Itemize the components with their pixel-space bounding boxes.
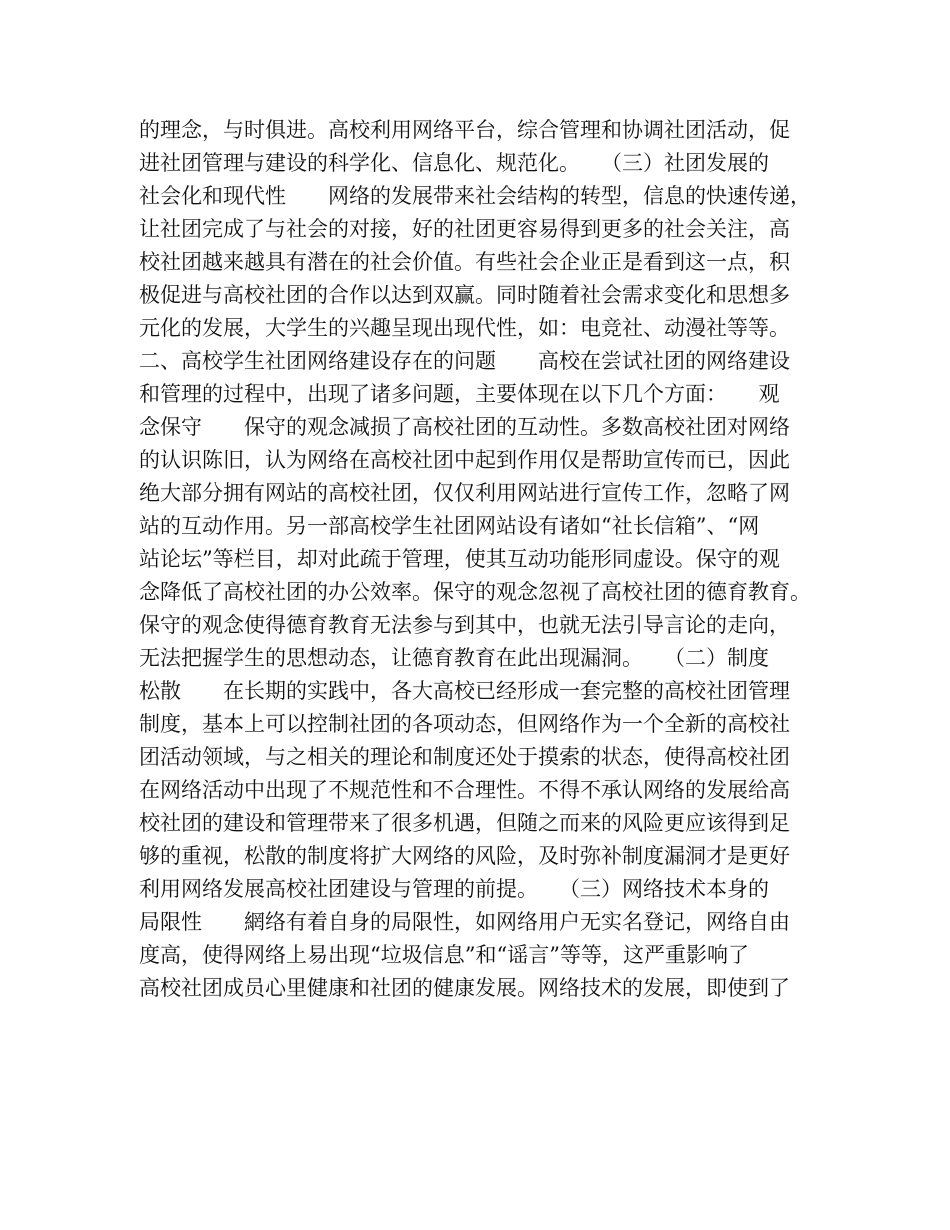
text-line: 在网络活动中出现了不规范性和不合理性。不得不承认网络的发展给高: [139, 778, 790, 802]
text-line: 无法把握学生的思想动态，让德育教育在此出现漏洞。 （二）制度: [139, 646, 769, 670]
text-line: 利用网络发展高校社团建设与管理的前提。 （三）网络技术本身的: [139, 877, 769, 901]
text-line: 念保守 保守的观念减损了高校社团的互动性。多数高校社团对网络: [139, 415, 790, 439]
text-line: 的认识陈旧，认为网络在高校社团中起到作用仅是帮助宣传而已，因此: [139, 448, 790, 472]
text-line: 够的重视，松散的制度将扩大网络的风险，及时弥补制度漏洞才是更好: [139, 844, 790, 868]
text-line: 松散 在长期的实践中，各大高校已经形成一套完整的高校社团管理: [139, 679, 790, 703]
text-line: 保守的观念使得德育教育无法参与到其中，也就无法引导言论的走向，: [139, 613, 790, 637]
text-line: 局限性 網络有着自身的局限性，如网络用户无实名登记，网络自由: [139, 910, 790, 934]
text-line: 度高，使得网络上易出现“垃圾信息”和“谣言”等等，这严重影响了: [139, 943, 749, 967]
text-line: 极促进与高校社团的合作以达到双赢。同时随着社会需求变化和思想多: [139, 283, 790, 307]
text-line: 绝大部分拥有网站的高校社团，仅仅利用网站进行宣传工作，忽略了网: [139, 481, 790, 505]
text-line: 团活动领域，与之相关的理论和制度还处于摸索的状态，使得高校社团: [139, 745, 790, 769]
text-line: 让社团完成了与社会的对接，好的社团更容易得到更多的社会关注，高: [139, 217, 790, 241]
text-line: 校社团越来越具有潜在的社会价值。有些社会企业正是看到这一点，积: [139, 250, 790, 274]
text-line: 社会化和现代性 网络的发展带来社会结构的转型，信息的快速传递，: [139, 184, 811, 208]
body-text: [139, 114, 819, 1005]
text-line: 制度，基本上可以控制社团的各项动态，但网络作为一个全新的高校社: [139, 712, 790, 736]
text-line: 念降低了高校社团的办公效率。保守的观念忽视了高校社团的德育教育。: [139, 580, 811, 604]
text-line: 进社团管理与建设的科学化、信息化、规范化。 （三）社团发展的: [139, 151, 769, 175]
text-line: 高校社团成员心里健康和社团的健康发展。网络技术的发展，即使到了: [139, 976, 790, 1000]
text-line: 二、高校学生社团网络建设存在的问题 高校在尝试社团的网络建设: [139, 349, 790, 373]
text-line: 站的互动作用。另一部高校学生社团网站设有诸如“社长信箱”、“网: [139, 514, 760, 538]
text-line: 站论坛”等栏目，却对此疏于管理，使其互动功能形同虚设。保守的观: [139, 547, 780, 571]
text-line: 和管理的过程中，出现了诸多问题，主要体现在以下几个方面： 观: [139, 382, 780, 406]
text-line: 元化的发展，大学生的兴趣呈现出现代性，如：电竞社、动漫社等等。: [139, 316, 790, 340]
text-line: 校社团的建设和管理带来了很多机遇，但随之而来的风险更应该得到足: [139, 811, 790, 835]
text-line: 的理念，与时俱进。高校利用网络平台，综合管理和协调社团活动，促: [139, 118, 790, 142]
